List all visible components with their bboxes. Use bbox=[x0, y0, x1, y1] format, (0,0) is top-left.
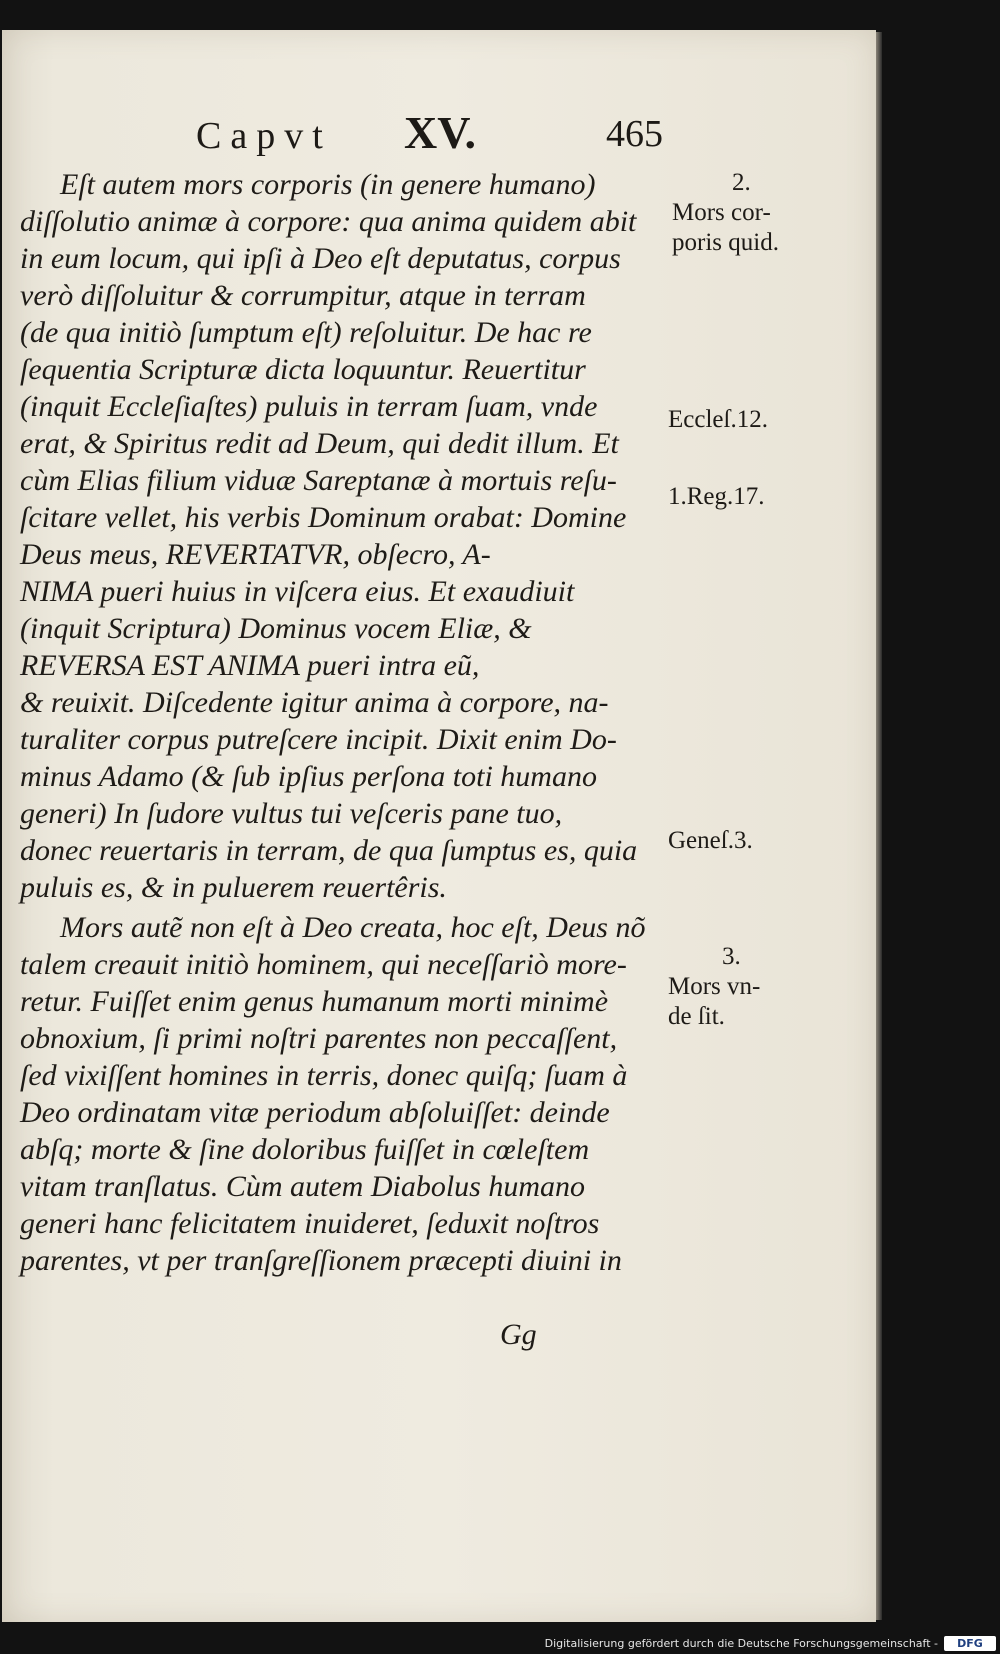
margin-note: Mors cor- bbox=[672, 199, 771, 226]
page-edge-shadow bbox=[876, 32, 882, 1620]
text-line: retur. Fuiſſet enim genus humanum morti minimè bbox=[20, 985, 609, 1018]
text-line: donec reuertaris in terram, de qua ſumptus es, quia bbox=[20, 834, 638, 867]
running-head bbox=[196, 108, 686, 158]
text-line: (de qua initiò ſumptum eſt) reſoluitur. De hac re bbox=[20, 316, 592, 349]
margin-note-number: 2. bbox=[732, 169, 751, 196]
text-line: Eſt autem mors corporis (in genere humano) bbox=[60, 168, 596, 201]
page-number: 465 bbox=[606, 113, 663, 155]
chapter-numeral: XV. bbox=[404, 107, 477, 158]
text-line: vitam tranſlatus. Cùm autem Diabolus humano bbox=[20, 1170, 586, 1203]
text-line: & reuixit. Diſcedente igitur anima à corpore, na- bbox=[20, 686, 609, 719]
margin-note: Mors vn- bbox=[668, 973, 761, 1000]
text-line: minus Adamo (& ſub ipſius perſona toti humano bbox=[20, 760, 597, 793]
text-line: Mors autẽ non eſt à Deo creata, hoc eſt, Deus nõ bbox=[60, 911, 646, 944]
dfg-logo: DFG bbox=[944, 1636, 996, 1651]
signature-mark: Gg bbox=[500, 1318, 537, 1351]
text-line: generi) In ſudore vultus tui veſceris pane tuo, bbox=[20, 797, 563, 830]
text-line: ſed vixiſſent homines in terris, donec quiſq; ſuam à bbox=[20, 1059, 628, 1092]
text-line: generi hanc felicitatem inuideret, ſeduxit noſtros bbox=[20, 1207, 600, 1240]
text-line: ſcitare vellet, his verbis Dominum orabat: Domine bbox=[20, 501, 627, 534]
margin-note-number: 3. bbox=[722, 943, 741, 970]
margin-note: poris quid. bbox=[672, 229, 779, 256]
text-line: verò diſſoluitur & corrumpitur, atque in terram bbox=[20, 279, 586, 312]
text-line: Deus meus, REVERTATVR, obſecro, A- bbox=[20, 538, 491, 571]
margin-note: de ſit. bbox=[668, 1003, 725, 1030]
text-line: obnoxium, ſi primi noſtri parentes non peccaſſent, bbox=[20, 1022, 618, 1055]
text-line: Deo ordinatam vitæ periodum abſoluiſſet: deinde bbox=[20, 1096, 610, 1129]
text-line: turaliter corpus putreſcere incipit. Dixit enim Do- bbox=[20, 723, 617, 756]
text-line: ſequentia Scripturæ dicta loquuntur. Reuertitur bbox=[20, 353, 586, 386]
main-text-block bbox=[20, 166, 672, 1279]
text-line: NIMA pueri huius in viſcera eius. Et exaudiuit bbox=[20, 575, 575, 608]
text-line: abſq; morte & ſine doloribus fuiſſet in cœleſtem bbox=[20, 1133, 590, 1166]
chapter-word: Capvt bbox=[196, 115, 332, 157]
text-line: REVERSA EST ANIMA pueri intra eũ, bbox=[20, 649, 480, 682]
margin-citation: Geneſ.3. bbox=[668, 827, 753, 854]
text-line: cùm Elias filium viduæ Sareptanæ à mortuis reſu- bbox=[20, 464, 617, 497]
margin-citation: Eccleſ.12. bbox=[668, 406, 768, 433]
text-line: erat, & Spiritus redit ad Deum, qui dedit illum. Et bbox=[20, 427, 619, 460]
text-line: diſſolutio animæ à corpore: qua anima quidem abit bbox=[20, 205, 637, 238]
margin-citation: 1.Reg.17. bbox=[668, 483, 765, 510]
text-line: in eum locum, qui ipſi à Deo eſt deputatus, corpus bbox=[20, 242, 621, 275]
digitization-credit: Digitalisierung gefördert durch die Deutsche Forschungsgemeinschaft - bbox=[544, 1637, 938, 1650]
text-line: talem creauit initiò hominem, qui neceſſariò more- bbox=[20, 948, 627, 981]
text-line: (inquit Eccleſiaſtes) puluis in terram ſuam, vnde bbox=[20, 390, 598, 423]
text-line: (inquit Scriptura) Dominus vocem Eliæ, & bbox=[20, 612, 532, 645]
text-line: puluis es, & in puluerem reuertêris. bbox=[20, 871, 447, 904]
text-line: parentes, vt per tranſgreſſionem præcepti diuini in bbox=[20, 1244, 622, 1277]
